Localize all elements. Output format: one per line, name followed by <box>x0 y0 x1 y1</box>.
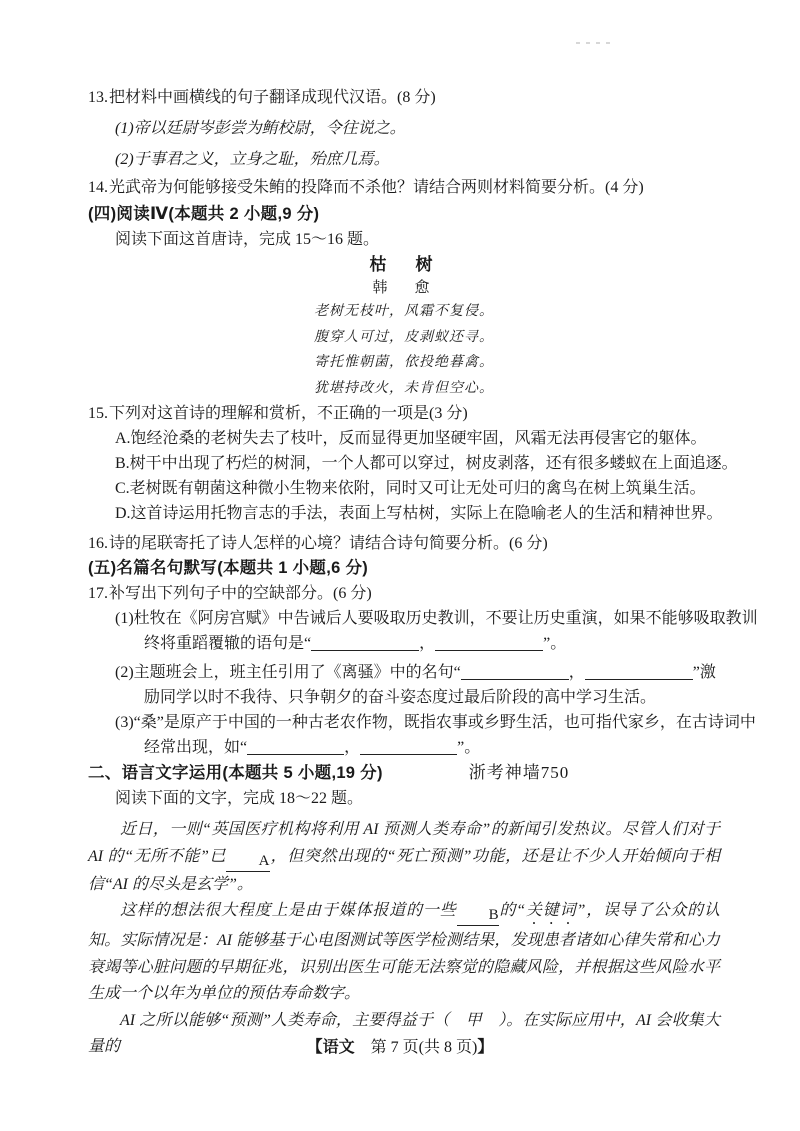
poem-title: 枯 树 <box>369 255 439 274</box>
answer-blank <box>461 662 569 680</box>
question-17 <box>88 581 720 606</box>
sub-1-pre-text: 终将重蹈覆辙的语句是“ <box>144 635 312 652</box>
section-2-heading-row <box>88 760 720 786</box>
footer-bracket-left: 【 <box>306 1039 323 1056</box>
question-13-sub-1: (1)帝以廷尉岑彭尝为鲔校尉，令往说之。 <box>115 120 406 137</box>
sub-2-post-text: ”激 <box>692 664 716 681</box>
question-15-text: 下列对这首诗的理解和赏析，不正确的一项是(3 分) <box>109 405 468 422</box>
question-14 <box>88 175 720 201</box>
question-13-sub-2: (2)于事君之义，立身之耻，殆庶几焉。 <box>115 151 390 168</box>
paragraph-2-text: 这样的想法很大程度上是由于媒体报道的一些 <box>120 902 457 919</box>
sub-1-post-text: ”。 <box>543 635 567 652</box>
sub-2-pre-text: (2)主题班会上，班主任引用了《离骚》中的名句“ <box>115 664 461 681</box>
question-13-number: 13. <box>88 89 108 106</box>
scan-artifact <box>576 42 612 44</box>
question-17-sub-2-line-1 <box>88 660 720 685</box>
footer-subject: 语文 <box>322 1039 355 1056</box>
question-17-number: 17. <box>88 585 108 602</box>
passage-paragraph-2 <box>88 898 720 1008</box>
sub-3-post-text: ”。 <box>457 739 481 756</box>
question-17-sub-1-line-1: (1)杜牧在《阿房宫赋》中告诫后人要吸取历史教训，不要让历史重演，如果不能够吸取教训 <box>115 610 758 627</box>
watermark-text: 浙考神墙750 <box>468 763 570 782</box>
section-5-heading: (五)名篇名句默写(本题共 1 小题,6 分) <box>88 559 369 577</box>
paragraph-3-text: AI 之所以能够“预测”人类寿命，主要得益于（ 甲 ）。在实际应用中，AI 会收集大量的 <box>88 1011 720 1055</box>
question-15-option-c: C.老树既有朝菌这种微小生物来依附，同时又可让无处可归的禽鸟在树上筑巢生活。 <box>115 480 706 497</box>
question-16 <box>88 531 720 556</box>
poem-intro: 阅读下面这首唐诗，完成 15～16 题。 <box>115 231 380 248</box>
sub-2-comma: ， <box>568 664 585 681</box>
poem-line: 寄托惟朝菌，依投绝暮禽。 <box>314 355 494 370</box>
answer-blank <box>435 633 543 651</box>
exam-content <box>88 82 758 1061</box>
sub-3-comma: ， <box>344 739 361 756</box>
blank-a: A <box>226 852 270 872</box>
footer-page-info: 第 7 页(共 8 页) <box>354 1039 478 1056</box>
section-2-heading: 二、语言文字运用(本题共 5 小题,19 分) <box>88 764 383 782</box>
sub-1-comma: ， <box>419 635 436 652</box>
question-17-sub-3-line-1: (3)“桑”是原产于中国的一种古老农作物，既指农事或乡野生活，也可指代家乡，在古诗词中 <box>115 714 756 731</box>
question-15-option-b: B.树干中出现了朽烂的树洞，一个人都可以穿过，树皮剥落，还有很多蝼蚁在上面追逐。 <box>115 455 738 472</box>
blank-b: B <box>457 906 499 926</box>
question-14-text: 光武帝为何能够接受朱鲔的投降而不杀他？请结合两则材料简要分析。(4 分) <box>109 179 644 196</box>
answer-blank <box>247 737 344 755</box>
question-14-number: 14. <box>88 179 108 196</box>
footer-bracket-right: 】 <box>477 1039 494 1056</box>
question-13-text: 把材料中画横线的句子翻译成现代汉语。(8 分) <box>109 89 436 106</box>
emphasized-keyword: 关键词 <box>525 902 577 919</box>
question-17-text: 补写出下列句子中的空缺部分。(6 分) <box>109 585 372 602</box>
paragraph-2-text: 的“ <box>498 902 526 919</box>
poem-author: 韩 愈 <box>372 280 436 296</box>
page-footer <box>0 1036 800 1060</box>
passage-intro: 阅读下面的文字，完成 18～22 题。 <box>115 790 364 807</box>
sub-3-pre-text: 经常出现，如“ <box>144 739 248 756</box>
question-17-sub-2-line-2: 励同学以时不我待、只争朝夕的奋斗姿态度过最后阶段的高中学习生活。 <box>144 689 657 706</box>
question-16-number: 16. <box>88 535 108 552</box>
question-15-option-a: A.饱经沧桑的老树失去了枝叶，反而显得更加坚硬牢固，风霜无法再侵害它的躯体。 <box>115 430 707 447</box>
poem-line: 老树无枝叶，风霜不复侵。 <box>314 304 494 319</box>
answer-blank <box>311 633 419 651</box>
poem-block <box>88 253 720 401</box>
answer-blank <box>585 662 693 680</box>
question-13 <box>88 82 720 113</box>
question-17-sub-1-line-2 <box>88 631 720 656</box>
answer-blank <box>360 737 457 755</box>
question-16-text: 诗的尾联寄托了诗人怎样的心境？请结合诗句简要分析。(6 分) <box>109 535 548 552</box>
section-4-heading: (四)阅读Ⅳ(本题共 2 小题,9 分) <box>88 205 320 223</box>
paragraph-1-text: 近日，一则“英国医疗机构将利用 AI 预测人类寿命”的新闻引发热议。尽管人们对于 AI 的“无所不能”已 <box>88 821 720 865</box>
poem-line: 腹穿人可过，皮剥蚁还寻。 <box>314 329 494 345</box>
paragraph-1-text: ，但突然出现的“死亡预测”功能，还是让不少人开始倾向于相信“AI 的尽头是玄学”。 <box>88 847 720 893</box>
question-15-option-d: D.这首诗运用托物言志的手法，表面上写枯树，实际上在隐喻老人的生活和精神世界。 <box>115 505 723 522</box>
question-15-number: 15. <box>88 405 108 422</box>
question-15 <box>88 401 720 426</box>
passage-paragraph-1 <box>88 817 720 898</box>
paragraph-2-text: ”，误导了公众的认知。实际情况是：AI 能够基于心电图测试等医学检测结果，发现患者诸如心律失常和心力衰竭等心脏问题的早期征兆，识别出医生可能无法察觉的隐藏风险，并根据这些风险水平生成一个以年为单位的预估寿命数字。 <box>88 902 720 1002</box>
poem-line: 犹堪持改火，未肯但空心。 <box>314 380 494 396</box>
question-17-sub-3-line-2 <box>88 735 720 760</box>
